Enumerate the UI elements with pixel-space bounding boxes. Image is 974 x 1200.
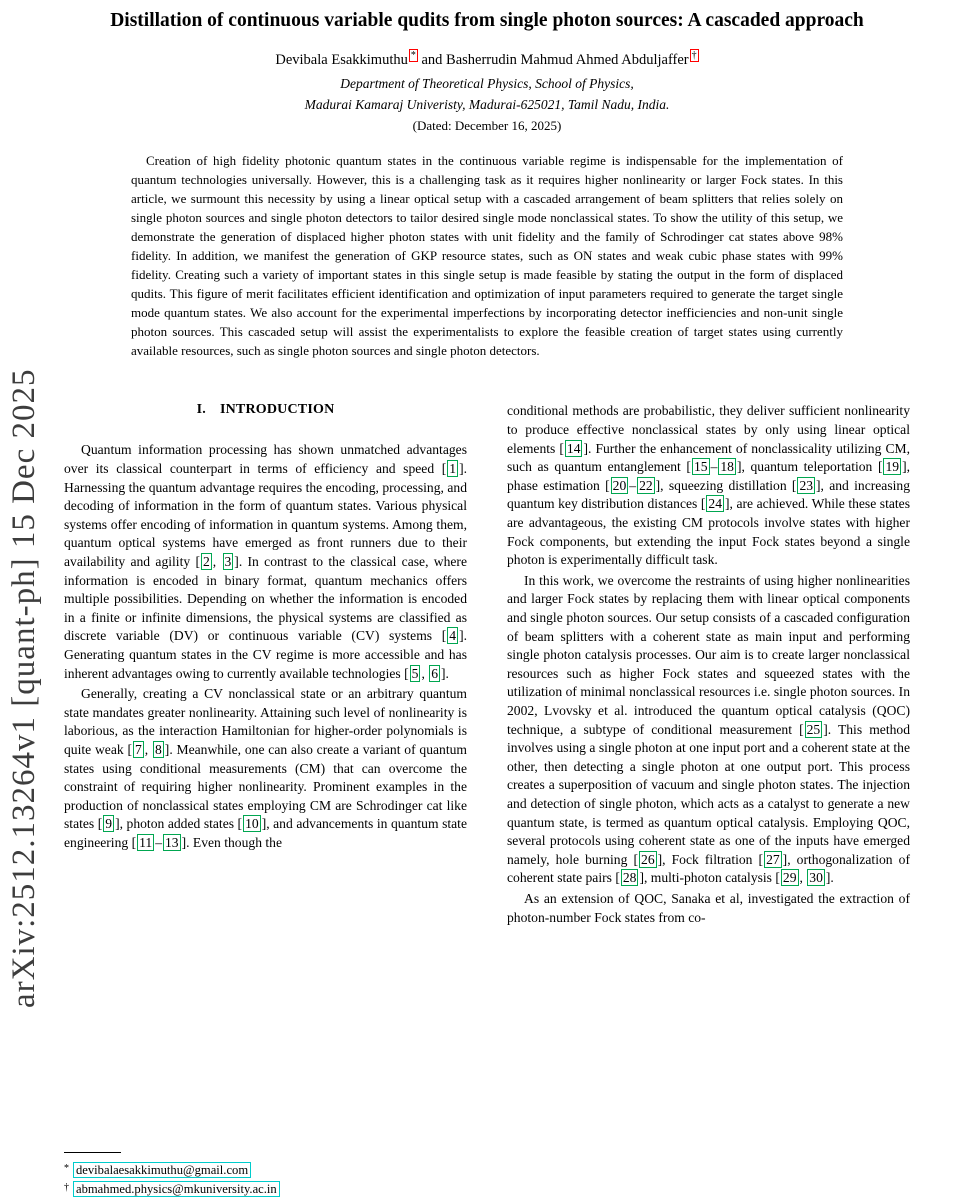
citation-link[interactable]: 4	[449, 628, 457, 644]
date-line: (Dated: December 16, 2025)	[412, 118, 562, 134]
citation-link[interactable]: 2	[202, 554, 210, 570]
citation-link[interactable]: 15	[693, 459, 708, 475]
paper-title: Distillation of continuous variable qudits from single photon sources: A cascaded approach	[110, 10, 864, 31]
affiliation-line-2: Madurai Kamaraj Univeristy, Madurai-625021, Tamil Nadu, India.	[304, 96, 670, 112]
footnote-item	[64, 1160, 467, 1179]
citation-link[interactable]: 23	[799, 477, 814, 493]
email-link[interactable]: devibalaesakkimuthu@gmail.com	[73, 1162, 251, 1178]
footnote-marker: *	[64, 1163, 69, 1174]
paragraph: conditional methods are probabilistic, they deliver sufficient nonlinearity to produce effective nonclassical states by only using linear optical elements [ 14 ]. Further the enhancement of nonclassicality utilizing CM, such as quantum entanglement [ 15 – 18 ], quantum teleportation [ 19 ], phase estimation [ 20 – 22 ], squeezing distillation [ 23 ], and increasing quantum key distribution distances [ 24 ], are achieved. While these states are advantageous, the existing CM protocols involve states with higher Fock components, but extending the input Fock states beyond a single photon is experimentally difficult task.	[507, 403, 910, 568]
paragraph: In this work, we overcome the restraints of using higher nonlinearities and larger Fock states by replacing them with linear optical components and single photon sources. Our setup consists of a cascaded configuration of beam splitters with a coherent state as main input and performing single photon catalysis processes. Our aim is to create larger nonclassical resources such as higher Fock states and squeezed states with the utilization of minimal nonclassical resources i.e. single photon sources. In 2002, Lvovsky et al. introduced the quantum optical catalysis (QOC) technique, a subtype of conditional measurement [ 25 ]. This method involves using a single photon at one input port and a coherent state at the other, then detecting a single photon at one output port. This process creates a superposition of vacuum and single photon states. The injection and detection of single photon, which acts as a catalyst to generate a new quantum state, is termed as quantum optical catalysis. Employing QOC, several protocols using coherent state as one of the inputs have emerged namely, hole burning [ 26 ], Fock filtration [ 27 ], orthogonalization of coherent state pairs [ 28 ], multi-photon catalysis [ 29 , 30 ].	[507, 572, 910, 886]
citation-link[interactable]: 19	[885, 459, 900, 475]
citation-link[interactable]: 28	[622, 870, 637, 886]
arxiv-watermark: arXiv:2512.13264v1 [quant-ph] 15 Dec 2025	[6, 368, 42, 1008]
footnote-marker-link[interactable]: †	[691, 49, 697, 61]
section-title: INTRODUCTION	[219, 402, 335, 418]
citation-link[interactable]: 29	[782, 870, 797, 886]
right-column	[507, 402, 910, 927]
citation-link[interactable]: 22	[639, 477, 653, 493]
paragraph: Quantum information processing has shown unmatched advantages over its classical counterpart in terms of efficiency and speed [ 1 ]. Harnessing the quantum advantage requires the encoding, processing, and decoding of information in the form of quantum states. Various physical systems offer encoding of information in quantum systems. Among them, quantum optical systems have emerged as front runners due to their availability and agility [ 2 , 3 ]. In contrast to the classical case, where information is encoded in binary format, quantum mechanics offers multiple possibilities. Depending on whether the information is encoded in a finite or infinite dimensions, the physical systems are classified as discrete variable (DV) or continuous variable (CV) systems [ 4 ]. Generating quantum states in the CV regime is more accessible and has inherent advantages owing to currently available technologies [ 5 , 6 ].	[64, 442, 467, 681]
citation-link[interactable]: 1	[449, 461, 457, 477]
paper-content	[64, 0, 910, 927]
citation-link[interactable]: 24	[708, 496, 722, 512]
citation-link[interactable]: 13	[164, 834, 179, 850]
citation-link[interactable]: 11	[139, 834, 153, 850]
section-heading-introduction	[64, 402, 467, 418]
citation-link[interactable]: 5	[411, 665, 419, 681]
footnote-item	[64, 1179, 467, 1198]
two-column-body	[64, 402, 910, 927]
citation-link[interactable]: 14	[566, 440, 581, 456]
citation-link[interactable]: 27	[766, 851, 780, 867]
email-link[interactable]: abmahmed.physics@mkuniversity.ac.in	[73, 1181, 280, 1197]
author-line: Devibala Esakkimuthu * and Basherrudin Mahmud Ahmed Abduljaffer †	[275, 49, 697, 68]
citation-link[interactable]: 9	[105, 816, 113, 832]
left-column	[64, 402, 467, 927]
footnote-marker-link[interactable]: *	[410, 49, 416, 61]
section-number: I.	[196, 402, 206, 418]
citation-link[interactable]: 3	[224, 554, 232, 570]
citation-link[interactable]: 30	[809, 870, 823, 886]
footnote-marker: †	[64, 1182, 69, 1193]
citation-link[interactable]: 10	[245, 816, 259, 832]
citation-link[interactable]: 20	[612, 477, 627, 493]
footnote-rule	[64, 1152, 121, 1153]
citation-link[interactable]: 8	[155, 741, 162, 757]
footnote-block	[64, 1152, 467, 1198]
citation-link[interactable]: 18	[720, 459, 734, 475]
paragraph: Generally, creating a CV nonclassical state or an arbitrary quantum state mandates greater nonlinearity. Attaining such level of nonlinearity is laborious, as the interaction Hamiltonian for higher-order polynomials is quite weak [ 7 , 8 ]. Meanwhile, one can also create a variant of quantum states using conditional measurements (CM) that can overcome the constraint of requiring higher nonlinearity. Prominent examples in the production of nonclassical states employing CM are Schrodinger cat like states [ 9 ], photon added states [ 10 ], and advancements in quantum state engineering [ 11 – 13 ]. Even though the	[64, 686, 467, 850]
abstract-text: Creation of high fidelity photonic quantum states in the continuous variable regime is indispensable for the implementation of quantum technologies universally. However, this is a challenging task as it requires higher nonlinearity or larger Fock states. In this article, we surmount this necessity by using a linear optical setup with a cascaded arrangement of beam splitters that relies solely on single photon sources and single photon detectors to tailor desired single mode nonclassical states. To show the utility of this setup, we demonstrate the generation of displaced higher photon states with unit fidelity and the family of Schrodinger cat states above 98% fidelity. In addition, we manifest the generation of GKP resource states, such as ON states and weak cubic phase states with 99% fidelity. Creating such a variety of important states in this single setup is made feasible by stating the output in the form of displaced qudits. This figure of merit facilitates efficient identification and optimization of input parameters required to generate the target single mode quantum states. We also account for the experimental imperfections by incorporating detector inefficiencies and non-unit single photon sources. This cascaded setup will assist the experimentalists to explore the feasible creation of target states using currently available resources, such as single photon sources and single photon detectors.	[131, 153, 843, 359]
affiliation-line-1: Department of Theoretical Physics, School of Physics,	[340, 75, 634, 91]
citation-link[interactable]: 7	[135, 741, 142, 757]
citation-link[interactable]: 6	[431, 665, 439, 681]
paragraph: As an extension of QOC, Sanaka et al, investigated the extraction of photon-number Fock states from co-	[507, 890, 910, 925]
citation-link[interactable]: 25	[806, 721, 821, 737]
citation-link[interactable]: 26	[641, 851, 655, 867]
